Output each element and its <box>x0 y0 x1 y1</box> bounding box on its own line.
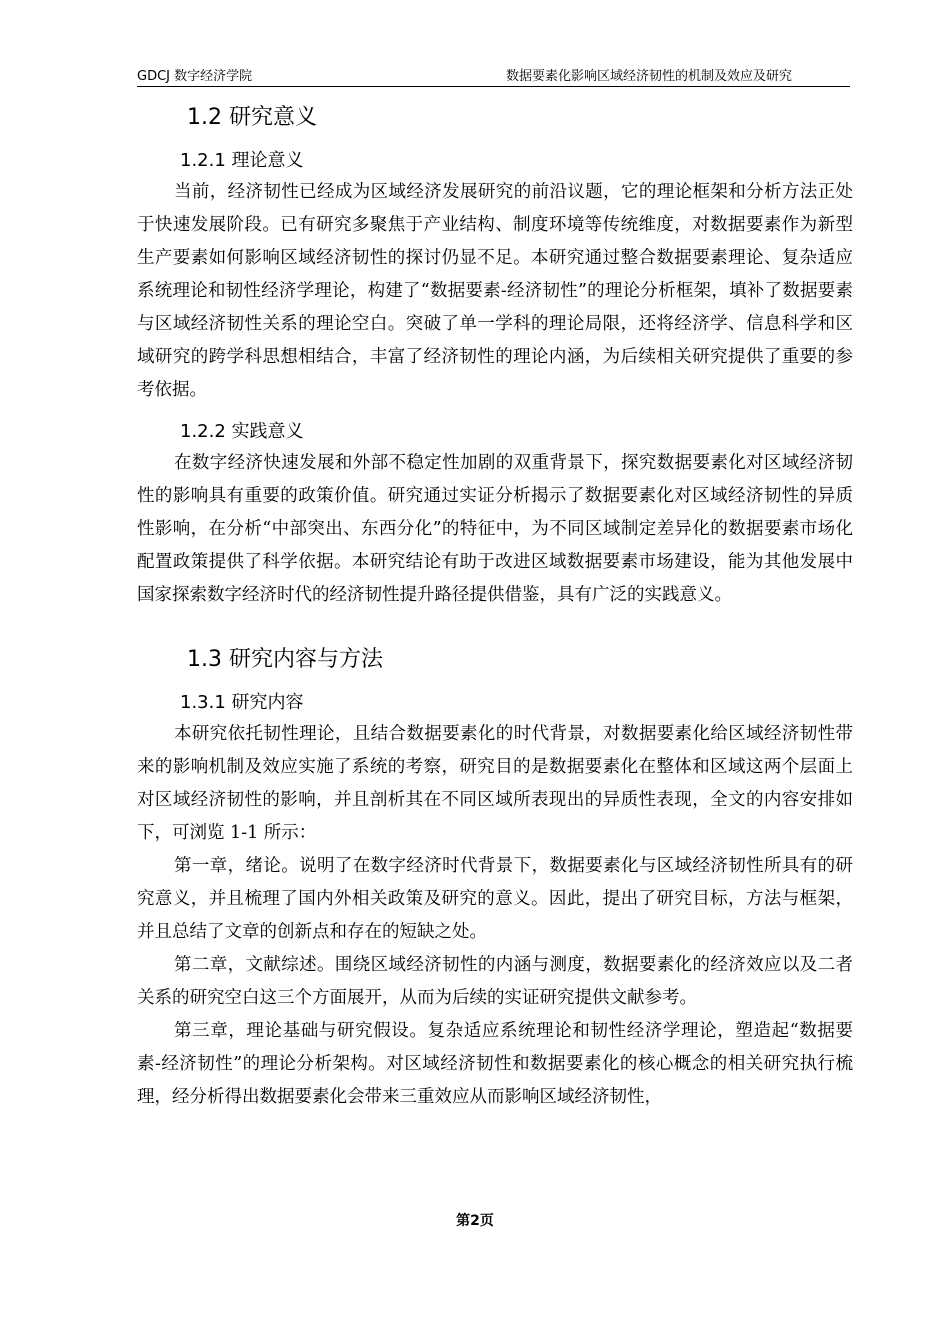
paragraph-chapter-1: 第一章，绪论。说明了在数字经济时代背景下，数据要素化与区域经济韧性所具有的研究意义，并且梳理了国内外相关政策及研究的意义。因此，提出了研究目标，方法与框架，并且总结了文章的创新点和存在的短缺之处。 <box>137 856 853 942</box>
header-paper-title: 数据要素化影响区域经济韧性的机制及效应及研究 <box>505 69 792 84</box>
paragraph-theoretical-significance: 当前，经济韧性已经成为区域经济发展研究的前沿议题，它的理论框架和分析方法正处于快速发展阶段。已有研究多聚焦于产业结构、制度环境等传统维度，对数据要素作为新型生产要素如何影响区域经济韧性的探讨仍显不足。本研究通过整合数据要素理论、复杂适应系统理论和韧性经济学理论，构建了“数据要素-经济韧性”的理论分析框架，填补了数据要素与区域经济韧性关系的理论空白。突破了单一学科的理论局限，还将经济学、信息科学和区域研究的跨学科思想相结合，丰富了经济韧性的理论内涵，为后续相关研究提供了重要的参考依据。 <box>137 182 853 400</box>
paragraph-chapter-2: 第二章，文献综述。围绕区域经济韧性的内涵与测度，数据要素化的经济效应以及二者关系的研究空白这三个方面展开，从而为后续的实证研究提供文献参考。 <box>137 955 853 1008</box>
page-number: 第2页 <box>456 1213 494 1229</box>
page-header <box>137 64 850 87</box>
paragraph-chapter-3: 第三章，理论基础与研究假设。复杂适应系统理论和韧性经济学理论，塑造起“数据要素-经济韧性”的理论分析架构。对区域经济韧性和数据要素化的核心概念的相关研究执行梳理，经分析得出数据要素化会带来三重效应从而影响区域经济韧性， <box>137 1021 853 1107</box>
subsection-heading-1-2-2: 1.2.2 实践意义 <box>180 421 304 442</box>
subsection-heading-1-2-1: 1.2.1 理论意义 <box>180 150 304 171</box>
paragraph-research-content-intro: 本研究依托韧性理论，且结合数据要素化的时代背景，对数据要素化给区域经济韧性带来的影响机制及效应实施了系统的考察，研究目的是数据要素化在整体和区域这两个层面上对区域经济韧性的影响，并且剖析其在不同区域所表现出的异质性表现，全文的内容安排如下，可浏览 1-1 所示： <box>137 724 853 843</box>
section-heading-1-3: 1.3 研究内容与方法 <box>187 647 383 672</box>
subsection-heading-1-3-1: 1.3.1 研究内容 <box>180 692 304 713</box>
paragraph-practical-significance: 在数字经济快速发展和外部不稳定性加剧的双重背景下，探究数据要素化对区域经济韧性的影响具有重要的政策价值。研究通过实证分析揭示了数据要素化对区域经济韧性的异质性影响，在分析“中部突出、东西分化”的特征中，为不同区域制定差异化的数据要素市场化配置政策提供了科学依据。本研究结论有助于改进区域数据要素市场建设，能为其他发展中国家探索数字经济时代的经济韧性提升路径提供借鉴，具有广泛的实践意义。 <box>137 453 853 605</box>
header-institution: GDCJ 数字经济学院 <box>137 69 253 84</box>
section-heading-1-2: 1.2 研究意义 <box>187 105 317 130</box>
page-content <box>137 100 853 1114</box>
